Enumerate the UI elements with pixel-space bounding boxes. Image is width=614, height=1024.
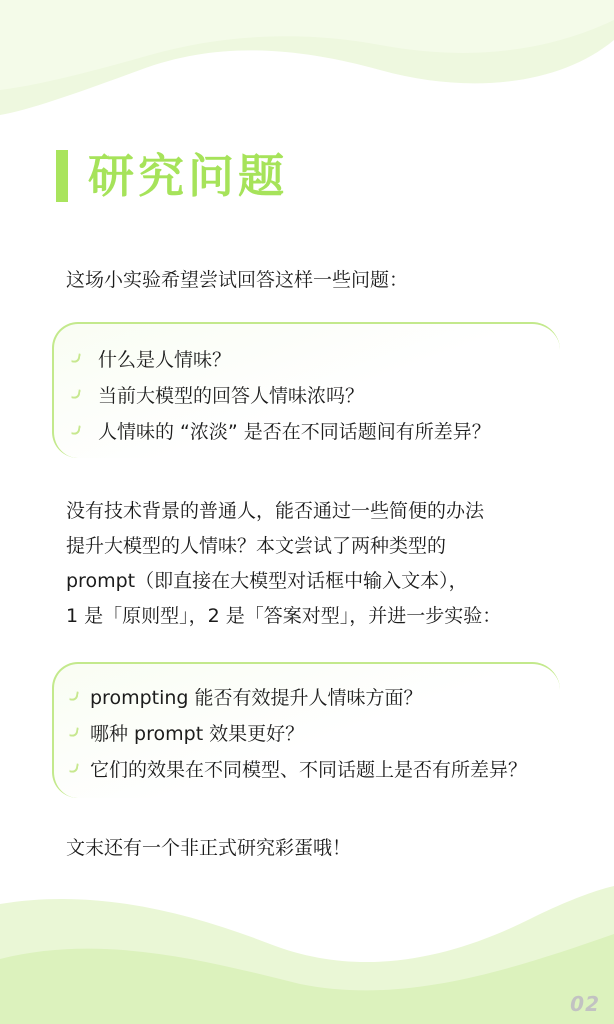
bullet-icon	[69, 690, 79, 701]
question-item	[72, 340, 560, 376]
paragraph-line: prompt（即直接在大模型对话框中输入文本），	[66, 570, 468, 592]
question-item	[72, 376, 560, 412]
question-box-2	[52, 662, 560, 798]
question-item	[70, 750, 560, 786]
question-text: 人情味的 “浓淡” 是否在不同话题间有所差异？	[98, 420, 491, 443]
top-wave-decoration	[0, 0, 614, 120]
bullet-icon	[69, 726, 79, 737]
bullet-icon	[71, 424, 81, 435]
question-item	[70, 678, 560, 714]
question-text: 什么是人情味？	[98, 348, 232, 371]
bullet-icon	[71, 388, 81, 399]
page-number: 02	[570, 992, 600, 1016]
bottom-wave-decoration	[0, 864, 614, 1024]
question-item	[70, 714, 560, 750]
question-text: 哪种 prompt 效果更好？	[90, 722, 305, 745]
bullet-icon	[69, 762, 79, 773]
question-text: prompting 能否有效提升人情味方面？	[90, 686, 423, 709]
bullet-icon	[71, 352, 81, 363]
question-box-1	[52, 322, 560, 458]
paragraph-line: 没有技术背景的普通人，能否通过一些简便的办法	[66, 500, 485, 522]
paragraph-line: 1 是「原则型」，2 是「答案对型」，并进一步实验：	[66, 605, 502, 627]
intro-text: 这场小实验希望尝试回答这样一些问题：	[66, 269, 409, 291]
method-paragraph	[66, 494, 566, 634]
section-title	[56, 148, 288, 204]
page-title: 研究问题	[88, 149, 288, 203]
question-text: 当前大模型的回答人情味浓吗？	[98, 384, 365, 407]
question-text: 它们的效果在不同模型、不同话题上是否有所差异？	[90, 758, 528, 781]
question-item	[72, 412, 560, 448]
outro-text: 文末还有一个非正式研究彩蛋哦！	[66, 837, 352, 859]
paragraph-line: 提升大模型的人情味？本文尝试了两种类型的	[66, 535, 447, 557]
title-accent-bar	[56, 150, 68, 202]
